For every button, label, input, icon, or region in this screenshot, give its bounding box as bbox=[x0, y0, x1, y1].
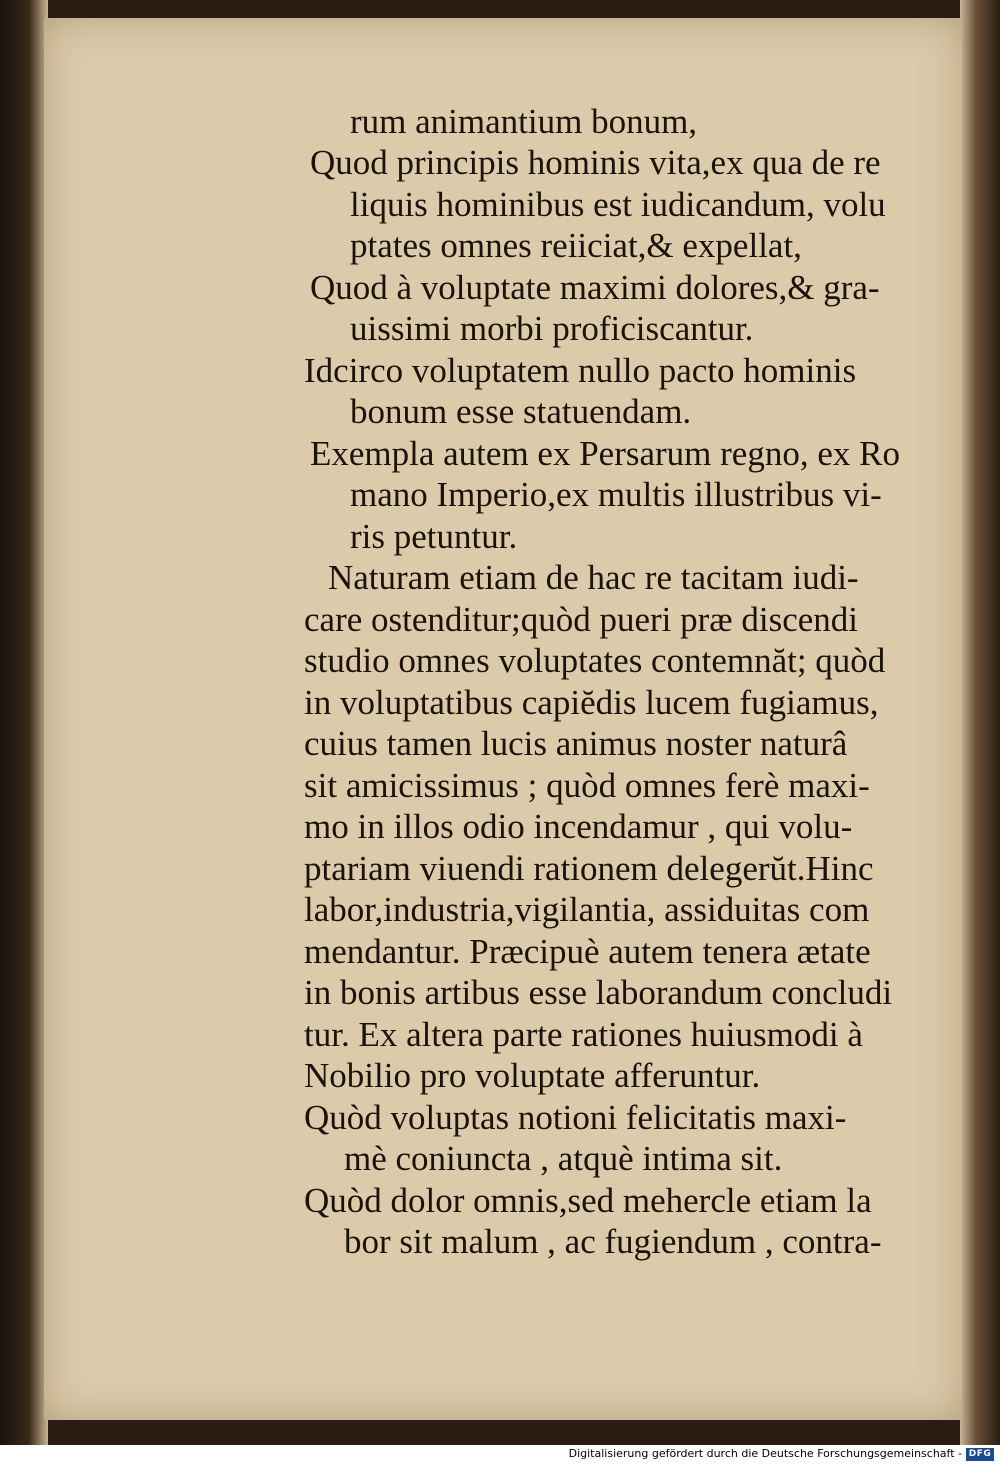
text-line: in voluptatibus capiĕdis lucem fugiamus, bbox=[304, 683, 879, 722]
text-line: ptariam viuendi rationem delegerŭt.Hinc bbox=[304, 849, 874, 888]
text-line: studio omnes voluptates contemnăt; quòd bbox=[304, 641, 886, 680]
digitization-footer bbox=[0, 1445, 1000, 1465]
text-line: mano Imperio,ex multis illustribus vi- bbox=[350, 475, 882, 514]
text-line: uissimi morbi proficiscantur. bbox=[350, 309, 754, 348]
text-line: mè coniuncta , atquè intima sit. bbox=[344, 1139, 783, 1178]
book-spine-shadow bbox=[0, 0, 48, 1445]
text-line: labor,industria,vigilantia, assiduitas com bbox=[304, 890, 870, 929]
text-line: Quod à voluptate maximi dolores,& gra- bbox=[310, 268, 880, 307]
text-line: care ostenditur;quòd pueri præ discendi bbox=[304, 600, 859, 639]
text-line: Exempla autem ex Persarum regno, ex Ro bbox=[310, 434, 900, 473]
text-line: in bonis artibus esse laborandum concludi bbox=[304, 973, 893, 1012]
text-line: cuius tamen lucis animus noster naturâ bbox=[304, 724, 848, 763]
text-line: Quod principis hominis vita,ex qua de re bbox=[310, 143, 881, 182]
text-line: Nobilio pro voluptate afferuntur. bbox=[304, 1056, 761, 1095]
text-line: bor sit malum , ac fugiendum , contra- bbox=[344, 1222, 882, 1261]
text-line: Quòd voluptas notioni felicitatis maxi- bbox=[304, 1098, 847, 1137]
book-edge bbox=[960, 0, 1000, 1445]
text-line: bonum esse statuendam. bbox=[350, 392, 692, 431]
text-line: ris petuntur. bbox=[350, 517, 518, 556]
page-text bbox=[44, 18, 962, 1420]
text-line: Idcirco voluptatem nullo pacto hominis bbox=[304, 351, 857, 390]
text-line: rum animantium bonum, bbox=[350, 102, 698, 141]
dfg-logo-icon: DFG bbox=[966, 1448, 994, 1461]
text-line: liquis hominibus est iudicandum, volu bbox=[350, 185, 886, 224]
text-line: sit amicissimus ; quòd omnes ferè maxi- bbox=[304, 766, 870, 805]
text-line: ptates omnes reiiciat,& expellat, bbox=[350, 226, 802, 265]
text-line: Naturam etiam de hac re tacitam iudi- bbox=[328, 558, 859, 597]
funding-credit: Digitalisierung gefördert durch die Deutsche Forschungsgemeinschaft - bbox=[568, 1447, 962, 1460]
text-line: mo in illos odio incendamur , qui volu- bbox=[304, 807, 853, 846]
text-line: Quòd dolor omnis,sed mehercle etiam la bbox=[304, 1181, 872, 1220]
text-line: mendantur. Præcipuè autem tenera ætate bbox=[304, 932, 871, 971]
book-page bbox=[44, 18, 962, 1420]
text-line: tur. Ex altera parte rationes huiusmodi à bbox=[304, 1015, 863, 1054]
